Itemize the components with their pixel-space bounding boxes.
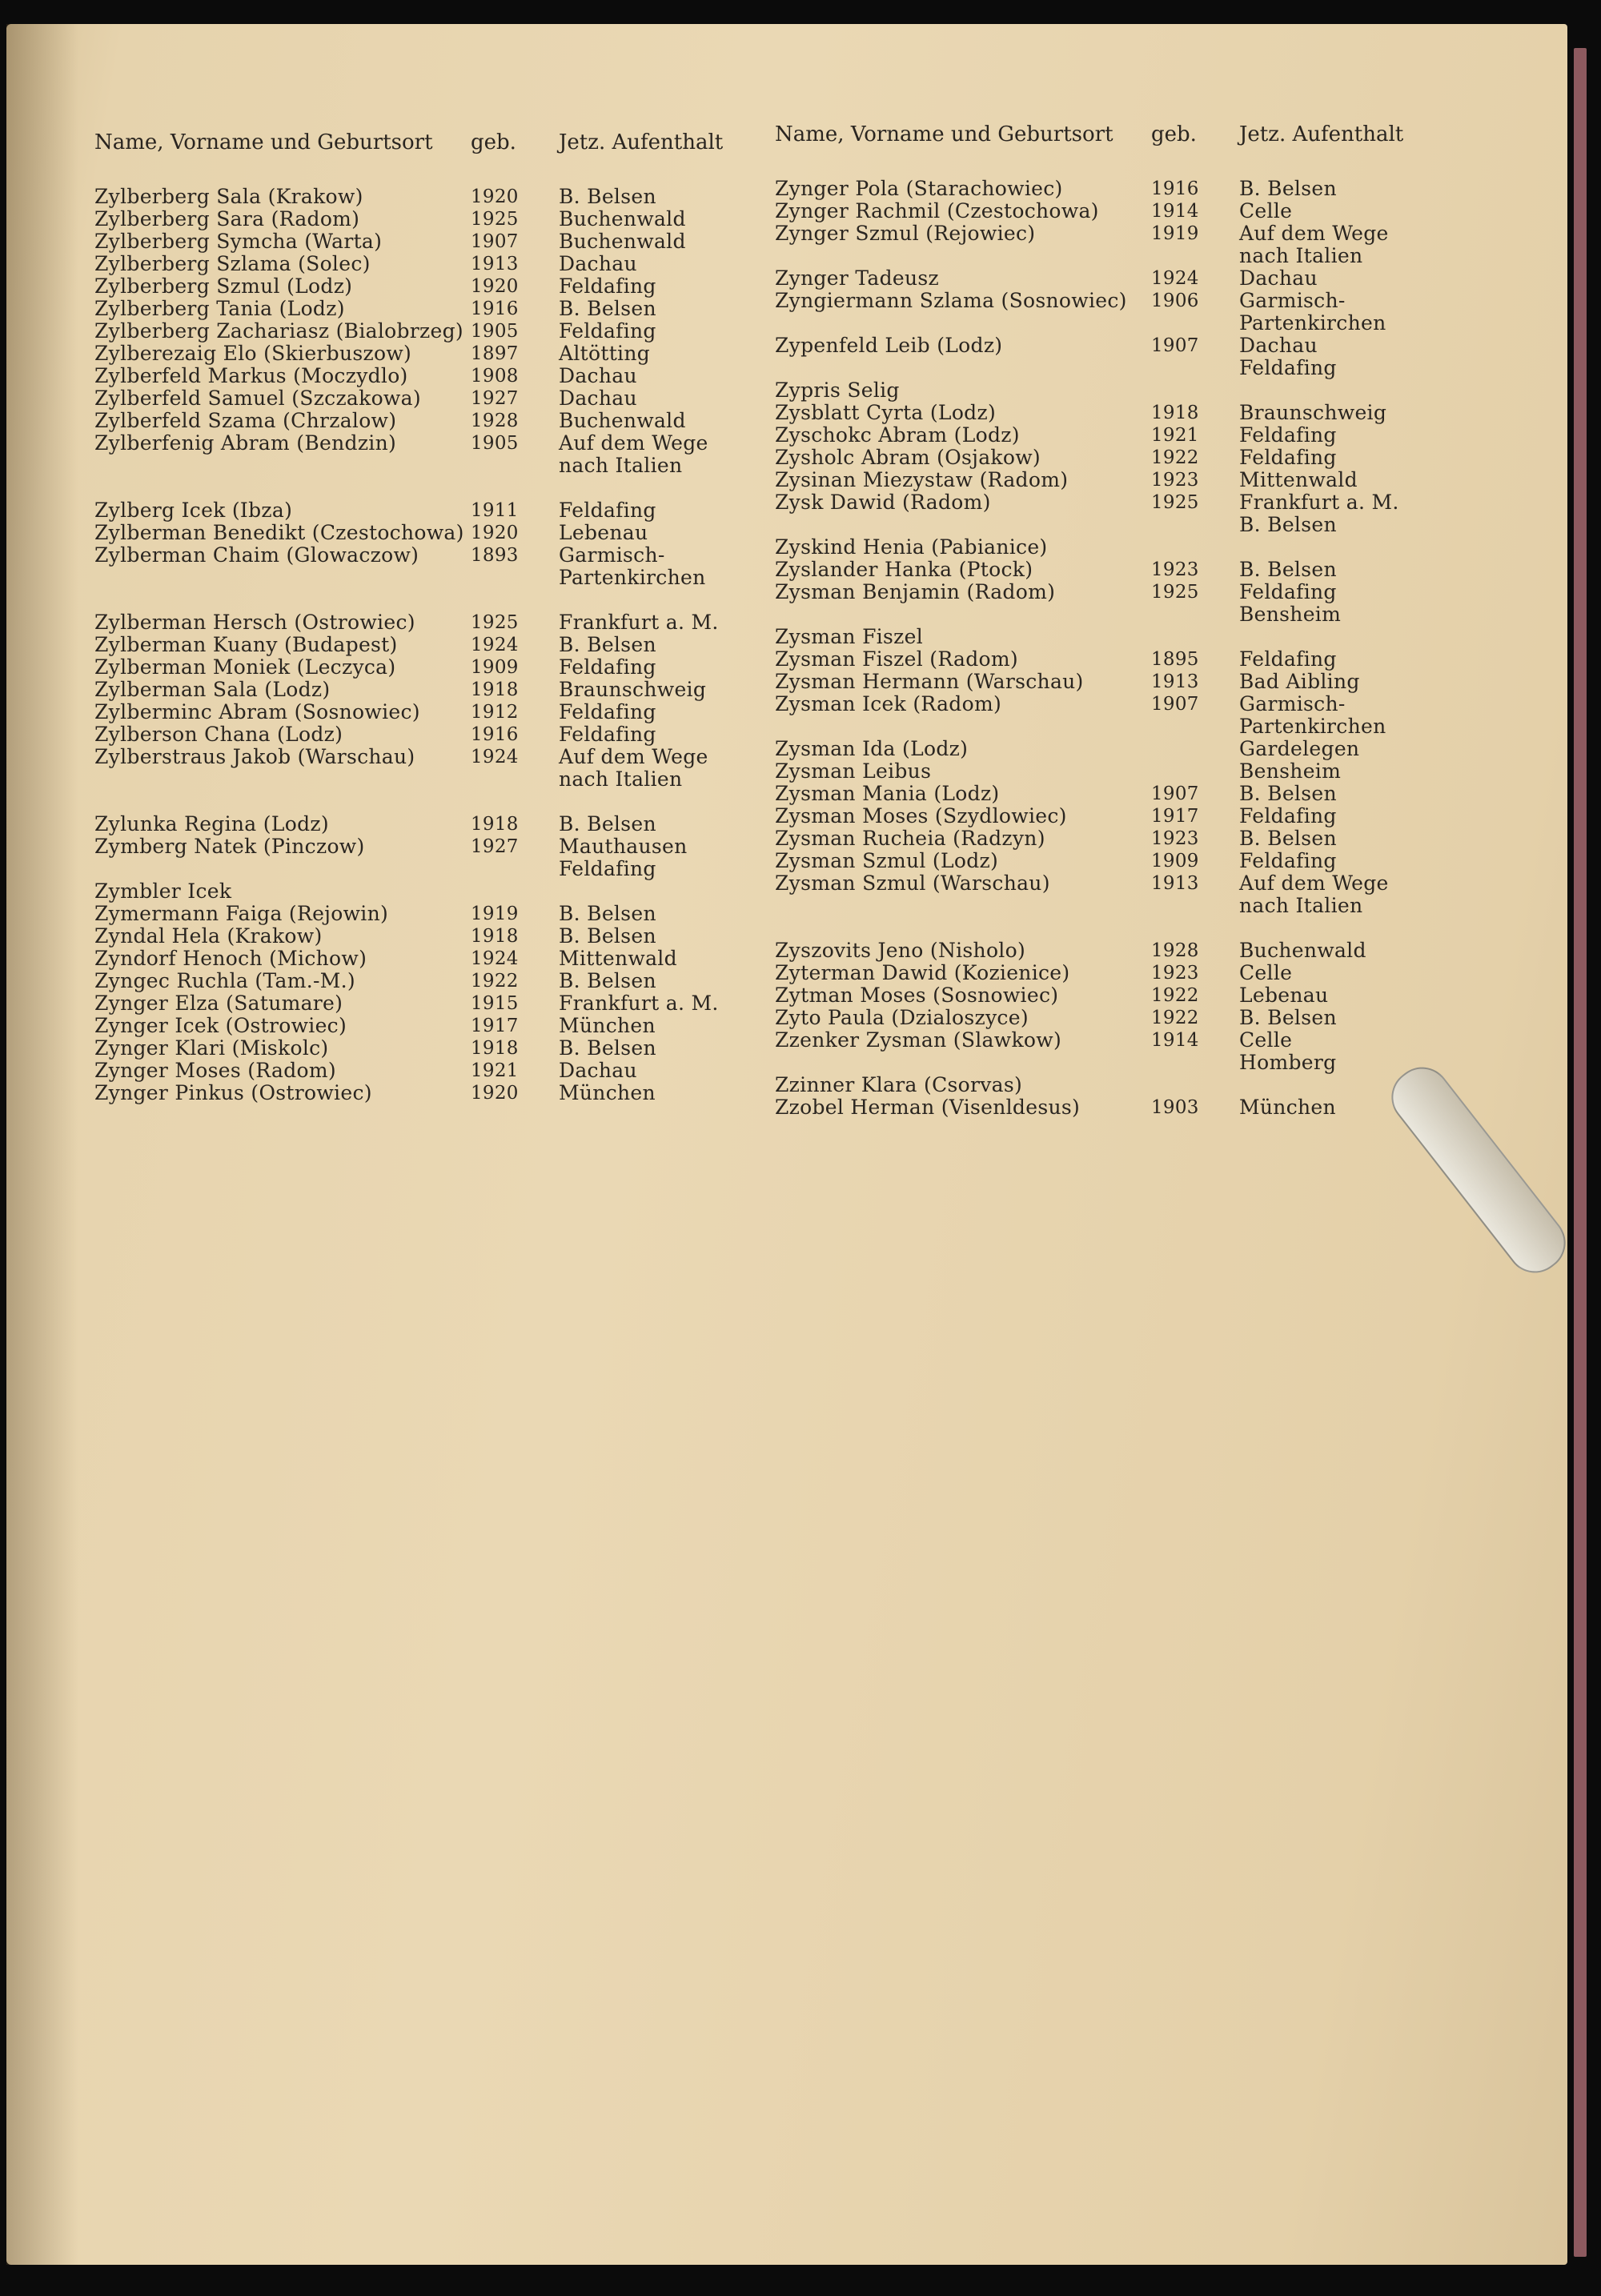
birth-year: 1918: [1151, 403, 1199, 423]
person-name: Zysinan Miezystaw (Radom): [775, 468, 1069, 491]
current-residence: Mittenwald: [1239, 468, 1358, 491]
list-row: [775, 1029, 1463, 1074]
birth-year: 1907: [1151, 694, 1199, 715]
person-name: Zyndal Hela (Krakow): [94, 924, 323, 948]
birth-year: 1912: [471, 702, 519, 723]
list-row: [94, 1060, 783, 1082]
person-name: Zylunka Regina (Lodz): [94, 812, 329, 835]
birth-year: 1928: [471, 411, 519, 431]
person-name: Zzenker Zysman (Slawkow): [775, 1028, 1061, 1052]
header-name: Name, Vorname und Geburtsort: [775, 122, 1113, 146]
birth-year: 1905: [471, 433, 519, 454]
list-row: [94, 365, 783, 387]
birth-year: 1920: [471, 276, 519, 297]
list-row: [775, 626, 1463, 648]
current-residence: B. Belsen: [1239, 177, 1337, 200]
person-name: Zysman Rucheia (Radzyn): [775, 827, 1045, 850]
list-row: [94, 611, 783, 634]
current-residence: Dachau: [559, 252, 637, 275]
person-name: Zysman Mania (Lodz): [775, 782, 1000, 805]
current-residence: B. Belsen: [559, 1036, 656, 1060]
header-residence: Jetz. Aufenthalt: [1239, 122, 1404, 146]
person-name: Zynger Moses (Radom): [94, 1059, 336, 1082]
birth-year: 1917: [1151, 806, 1199, 827]
current-residence: Garmisch- Partenkirchen: [1239, 692, 1386, 738]
person-name: Zylberberg Zachariasz (Bialobrzeg): [94, 319, 463, 343]
person-name: Zylberman Kuany (Budapest): [94, 633, 398, 656]
list-row: [94, 387, 783, 410]
person-name: Zyndorf Henoch (Michow): [94, 947, 367, 970]
current-residence: Lebenau: [559, 521, 648, 544]
list-row: [94, 903, 783, 925]
current-residence: Feldafing: [559, 700, 656, 723]
list-row: [775, 379, 1463, 402]
list-row: [94, 544, 783, 589]
list-row: [775, 693, 1463, 738]
person-name: Zynger Klari (Miskolc): [94, 1036, 329, 1060]
current-residence: Auf dem Wege nach Italien: [1239, 222, 1389, 267]
list-row: [94, 1015, 783, 1037]
list-row: [775, 671, 1463, 693]
current-residence: B. Belsen: [559, 902, 656, 925]
list-row: [94, 813, 783, 835]
list-row: [94, 275, 783, 298]
list-row: [775, 222, 1463, 267]
list-row: [94, 948, 783, 970]
list-row: [775, 783, 1463, 805]
header-name: Name, Vorname und Geburtsort: [94, 130, 433, 154]
current-residence: B. Belsen: [559, 924, 656, 948]
person-name: Zylberberg Symcha (Warta): [94, 230, 383, 253]
birth-year: 1905: [471, 321, 519, 342]
person-name: Zylberg Icek (Ibza): [94, 499, 293, 522]
list-row: [775, 940, 1463, 962]
birth-year: 1906: [1151, 291, 1199, 311]
person-name: Zylberman Moniek (Leczyca): [94, 655, 396, 679]
list-row: [775, 424, 1463, 447]
birth-year: 1920: [471, 523, 519, 543]
current-residence: Frankfurt a. M.: [559, 992, 719, 1015]
current-residence: B. Belsen: [1239, 782, 1337, 805]
current-residence: Celle: [1239, 199, 1293, 222]
list-row: [775, 402, 1463, 424]
birth-year: 1916: [1151, 178, 1199, 199]
list-row: [94, 253, 783, 275]
birth-year: 1913: [471, 254, 519, 274]
list-row: [775, 491, 1463, 536]
current-residence: Lebenau: [1239, 984, 1329, 1007]
current-residence: Feldafing: [1239, 423, 1337, 447]
list-row: [94, 320, 783, 343]
birth-year: 1924: [471, 747, 519, 767]
person-name: Zymermann Faiga (Rejowin): [94, 902, 389, 925]
list-row: [775, 447, 1463, 469]
current-residence: Garmisch- Partenkirchen: [559, 543, 706, 589]
left-column: [94, 120, 783, 1104]
list-row: [775, 469, 1463, 491]
list-row: [94, 1082, 783, 1104]
person-name: Zymbler Icek: [94, 880, 232, 903]
birth-year: 1908: [471, 366, 519, 387]
current-residence: Feldafing Bensheim: [1239, 580, 1342, 626]
birth-year: [1151, 379, 1239, 402]
person-name: Zysman Fiszel (Radom): [775, 647, 1018, 671]
birth-year: 1919: [471, 904, 519, 924]
current-residence: B. Belsen: [1239, 827, 1337, 850]
current-residence: Buchenwald: [559, 409, 686, 432]
person-name: Zynger Elza (Satumare): [94, 992, 343, 1015]
list-row: [94, 723, 783, 746]
list-row: [775, 827, 1463, 850]
header-born: geb.: [1151, 122, 1197, 146]
list-row: [94, 410, 783, 432]
birth-year: 1924: [1151, 268, 1199, 289]
list-row: [775, 1096, 1463, 1119]
list-row: [775, 559, 1463, 581]
current-residence: [1239, 379, 1463, 402]
list-row: [775, 760, 1463, 783]
header-residence: Jetz. Aufenthalt: [559, 130, 724, 154]
current-residence: [1239, 626, 1463, 648]
current-residence: Dachau Feldafing: [1239, 334, 1337, 379]
birth-year: 1909: [471, 657, 519, 678]
person-name: Zynger Icek (Ostrowiec): [94, 1014, 347, 1037]
list-row: [94, 432, 783, 477]
birth-year: 1895: [1151, 649, 1199, 670]
list-row: [775, 200, 1463, 222]
person-name: Zymberg Natek (Pinczow): [94, 835, 365, 858]
person-name: Zylberberg Tania (Lodz): [94, 297, 345, 320]
list-row: [94, 970, 783, 992]
current-residence: Frankfurt a. M.: [559, 611, 719, 634]
person-name: Zysman Leibus: [775, 759, 932, 783]
list-row: [94, 701, 783, 723]
birth-year: 1916: [471, 299, 519, 319]
current-residence: Feldafing: [559, 655, 656, 679]
birth-year: 1915: [471, 993, 519, 1014]
list-row: [775, 850, 1463, 872]
list-row: [94, 1037, 783, 1060]
person-name: Zynger Rachmil (Czestochowa): [775, 199, 1099, 222]
person-name: Zylberezaig Elo (Skierbuszow): [94, 342, 412, 365]
birth-year: 1907: [471, 231, 519, 252]
person-name: Zyto Paula (Dzialoszyce): [775, 1006, 1029, 1029]
right-column-rows: [775, 178, 1463, 1119]
birth-year: 1924: [471, 948, 519, 969]
person-name: Zysman Ida (Lodz): [775, 737, 969, 760]
birth-year: 1920: [471, 1083, 519, 1104]
birth-year: 1923: [1151, 963, 1199, 984]
list-row: [775, 178, 1463, 200]
person-name: Zylberberg Sara (Radom): [94, 207, 360, 230]
person-name: Zysholc Abram (Osjakow): [775, 446, 1041, 469]
person-name: Zylberman Benedikt (Czestochowa): [94, 521, 464, 544]
person-name: Zzinner Klara (Csorvas): [775, 1073, 1023, 1096]
list-row: [775, 335, 1463, 379]
person-name: Zyschokc Abram (Lodz): [775, 423, 1020, 447]
birth-year: 1922: [1151, 447, 1199, 468]
person-name: Zysman Moses (Szydlowiec): [775, 804, 1067, 827]
current-residence: Celle Homberg: [1239, 1028, 1337, 1074]
birth-year: 1918: [471, 679, 519, 700]
birth-year: 1918: [471, 814, 519, 835]
list-row: [94, 499, 783, 522]
birth-year: [471, 880, 559, 903]
current-residence: Mauthausen Feldafing: [559, 835, 688, 880]
current-residence: Feldafing: [1239, 849, 1337, 872]
person-name: Zylberman Hersch (Ostrowiec): [94, 611, 415, 634]
person-name: Zylberstraus Jakob (Warschau): [94, 745, 415, 768]
current-residence: Feldafing: [1239, 804, 1337, 827]
list-row: [775, 1007, 1463, 1029]
current-residence: Braunschweig: [1239, 401, 1387, 424]
person-name: Zylberman Sala (Lodz): [94, 678, 331, 701]
list-row: [775, 648, 1463, 671]
birth-year: 1903: [1151, 1097, 1199, 1118]
birth-year: 1922: [1151, 985, 1199, 1006]
list-row: [775, 267, 1463, 290]
birth-year: 1913: [1151, 873, 1199, 894]
next-page-edge: [1574, 48, 1587, 2257]
person-name: Zylberfeld Markus (Moczydlo): [94, 364, 408, 387]
birth-year: 1922: [471, 971, 519, 992]
person-name: Zylberson Chana (Lodz): [94, 723, 343, 746]
current-residence: B. Belsen: [559, 969, 656, 992]
person-name: Zysk Dawid (Radom): [775, 491, 991, 514]
birth-year: 1893: [471, 545, 519, 566]
birth-year: 1925: [471, 612, 519, 633]
birth-year: 1913: [1151, 671, 1199, 692]
current-residence: Dachau: [559, 364, 637, 387]
left-column-header: [94, 120, 783, 165]
current-residence: Mittenwald: [559, 947, 677, 970]
list-row: [94, 186, 783, 208]
birth-year: 1907: [1151, 783, 1199, 804]
current-residence: Buchenwald: [559, 207, 686, 230]
person-name: Zylberfeld Szama (Chrzalow): [94, 409, 397, 432]
current-residence: Feldafing: [559, 319, 656, 343]
birth-year: 1925: [1151, 492, 1199, 513]
person-name: Zyslander Hanka (Ptock): [775, 558, 1033, 581]
list-row: [94, 925, 783, 948]
current-residence: B. Belsen: [559, 297, 656, 320]
list-row: [775, 805, 1463, 827]
birth-year: [1151, 760, 1239, 783]
birth-year: 1925: [471, 209, 519, 230]
header-born: geb.: [471, 130, 516, 154]
birth-year: [1151, 626, 1239, 648]
current-residence: B. Belsen: [1239, 558, 1337, 581]
right-column-header: [775, 112, 1463, 157]
current-residence: [559, 880, 783, 903]
person-name: Zyszovits Jeno (Nisholo): [775, 939, 1026, 962]
current-residence: Bensheim: [1239, 759, 1342, 783]
current-residence: B. Belsen: [559, 633, 656, 656]
current-residence: Feldafing: [559, 499, 656, 522]
current-residence: Bad Aibling: [1239, 670, 1360, 693]
birth-year: 1916: [471, 724, 519, 745]
person-name: Zylberberg Sala (Krakow): [94, 185, 363, 208]
list-row: [94, 230, 783, 253]
current-residence: Dachau: [559, 387, 637, 410]
person-name: Zynger Tadeusz: [775, 266, 940, 290]
current-residence: B. Belsen: [559, 185, 656, 208]
current-residence: Frankfurt a. M. B. Belsen: [1239, 491, 1399, 536]
birth-year: 1922: [1151, 1008, 1199, 1028]
list-row: [94, 835, 783, 880]
current-residence: Garmisch- Partenkirchen: [1239, 289, 1386, 335]
current-residence: Auf dem Wege nach Italien: [559, 745, 708, 791]
current-residence: München: [1239, 1096, 1336, 1119]
birth-year: [1151, 738, 1239, 760]
person-name: Zysman Szmul (Warschau): [775, 872, 1050, 895]
birth-year: [1151, 1074, 1239, 1096]
birth-year: 1923: [1151, 559, 1199, 580]
person-name: Zyskind Henia (Pabianice): [775, 535, 1048, 559]
current-residence: Braunschweig: [559, 678, 707, 701]
left-column-rows: [94, 186, 783, 1104]
page-binding-shadow: [6, 24, 78, 2265]
list-row: [94, 634, 783, 656]
person-name: Zysman Benjamin (Radom): [775, 580, 1056, 603]
current-residence: München: [559, 1081, 656, 1104]
current-residence: [1239, 536, 1463, 559]
list-row: [775, 872, 1463, 917]
list-row: [775, 738, 1463, 760]
person-name: Zylberminc Abram (Sosnowiec): [94, 700, 420, 723]
birth-year: 1927: [471, 388, 519, 409]
person-name: Zytman Moses (Sosnowiec): [775, 984, 1059, 1007]
current-residence: B. Belsen: [1239, 1006, 1337, 1029]
person-name: Zylberfenig Abram (Bendzin): [94, 431, 397, 455]
birth-year: 1914: [1151, 1030, 1199, 1051]
person-name: Zysman Icek (Radom): [775, 692, 1002, 715]
person-name: Zysman Szmul (Lodz): [775, 849, 999, 872]
list-row: [775, 984, 1463, 1007]
birth-year: 1909: [1151, 851, 1199, 872]
current-residence: Feldafing: [559, 723, 656, 746]
current-residence: Celle: [1239, 961, 1293, 984]
birth-year: 1897: [471, 343, 519, 364]
person-name: Zynger Szmul (Rejowiec): [775, 222, 1036, 245]
person-name: Zynger Pola (Starachowiec): [775, 177, 1063, 200]
birth-year: 1917: [471, 1016, 519, 1036]
birth-year: 1907: [1151, 335, 1199, 356]
current-residence: Altötting: [559, 342, 651, 365]
birth-year: 1911: [471, 500, 519, 521]
current-residence: Feldafing: [559, 274, 656, 298]
birth-year: 1921: [471, 1060, 519, 1081]
person-name: Zysblatt Cyrta (Lodz): [775, 401, 997, 424]
person-name: Zzobel Herman (Visenldesus): [775, 1096, 1081, 1119]
list-row: [94, 522, 783, 544]
birth-year: 1925: [1151, 582, 1199, 603]
current-residence: Buchenwald: [559, 230, 686, 253]
list-row: [94, 679, 783, 701]
current-residence: München: [559, 1014, 656, 1037]
person-name: Zypenfeld Leib (Lodz): [775, 334, 1003, 357]
birth-year: 1918: [471, 926, 519, 947]
person-name: Zyngiermann Szlama (Sosnowiec): [775, 289, 1127, 312]
birth-year: 1918: [471, 1038, 519, 1059]
current-residence: B. Belsen: [559, 812, 656, 835]
list-row: [94, 208, 783, 230]
current-residence: Dachau: [559, 1059, 637, 1082]
birth-year: 1919: [1151, 223, 1199, 244]
current-residence: Feldafing: [1239, 647, 1337, 671]
list-row: [94, 298, 783, 320]
birth-year: 1927: [471, 836, 519, 857]
current-residence: Gardelegen: [1239, 737, 1360, 760]
birth-year: [1151, 536, 1239, 559]
person-name: Zyngec Ruchla (Tam.-M.): [94, 969, 355, 992]
person-name: Zylberberg Szmul (Lodz): [94, 274, 353, 298]
list-row: [775, 1074, 1463, 1096]
person-name: Zylberberg Szlama (Solec): [94, 252, 371, 275]
person-name: Zyterman Dawid (Kozienice): [775, 961, 1070, 984]
person-name: Zynger Pinkus (Ostrowiec): [94, 1081, 372, 1104]
current-residence: Feldafing: [1239, 446, 1337, 469]
list-row: [775, 962, 1463, 984]
birth-year: 1923: [1151, 470, 1199, 491]
person-name: Zysman Fiszel: [775, 625, 924, 648]
list-row: [94, 656, 783, 679]
list-row: [775, 536, 1463, 559]
birth-year: 1920: [471, 186, 519, 207]
birth-year: 1924: [471, 635, 519, 655]
list-row: [775, 581, 1463, 626]
list-row: [94, 343, 783, 365]
list-row: [775, 290, 1463, 335]
birth-year: 1928: [1151, 940, 1199, 961]
person-name: Zypris Selig: [775, 379, 900, 402]
birth-year: 1921: [1151, 425, 1199, 446]
current-residence: Dachau: [1239, 266, 1318, 290]
current-residence: Buchenwald: [1239, 939, 1366, 962]
person-name: Zylberfeld Samuel (Szczakowa): [94, 387, 421, 410]
current-residence: Auf dem Wege nach Italien: [559, 431, 708, 477]
person-name: Zysman Hermann (Warschau): [775, 670, 1084, 693]
person-name: Zylberman Chaim (Glowaczow): [94, 543, 419, 567]
birth-year: 1914: [1151, 201, 1199, 222]
list-row: [94, 746, 783, 791]
current-residence: Auf dem Wege nach Italien: [1239, 872, 1389, 917]
list-row: [94, 880, 783, 903]
list-row: [94, 992, 783, 1015]
right-column: [775, 112, 1463, 1119]
birth-year: 1923: [1151, 828, 1199, 849]
